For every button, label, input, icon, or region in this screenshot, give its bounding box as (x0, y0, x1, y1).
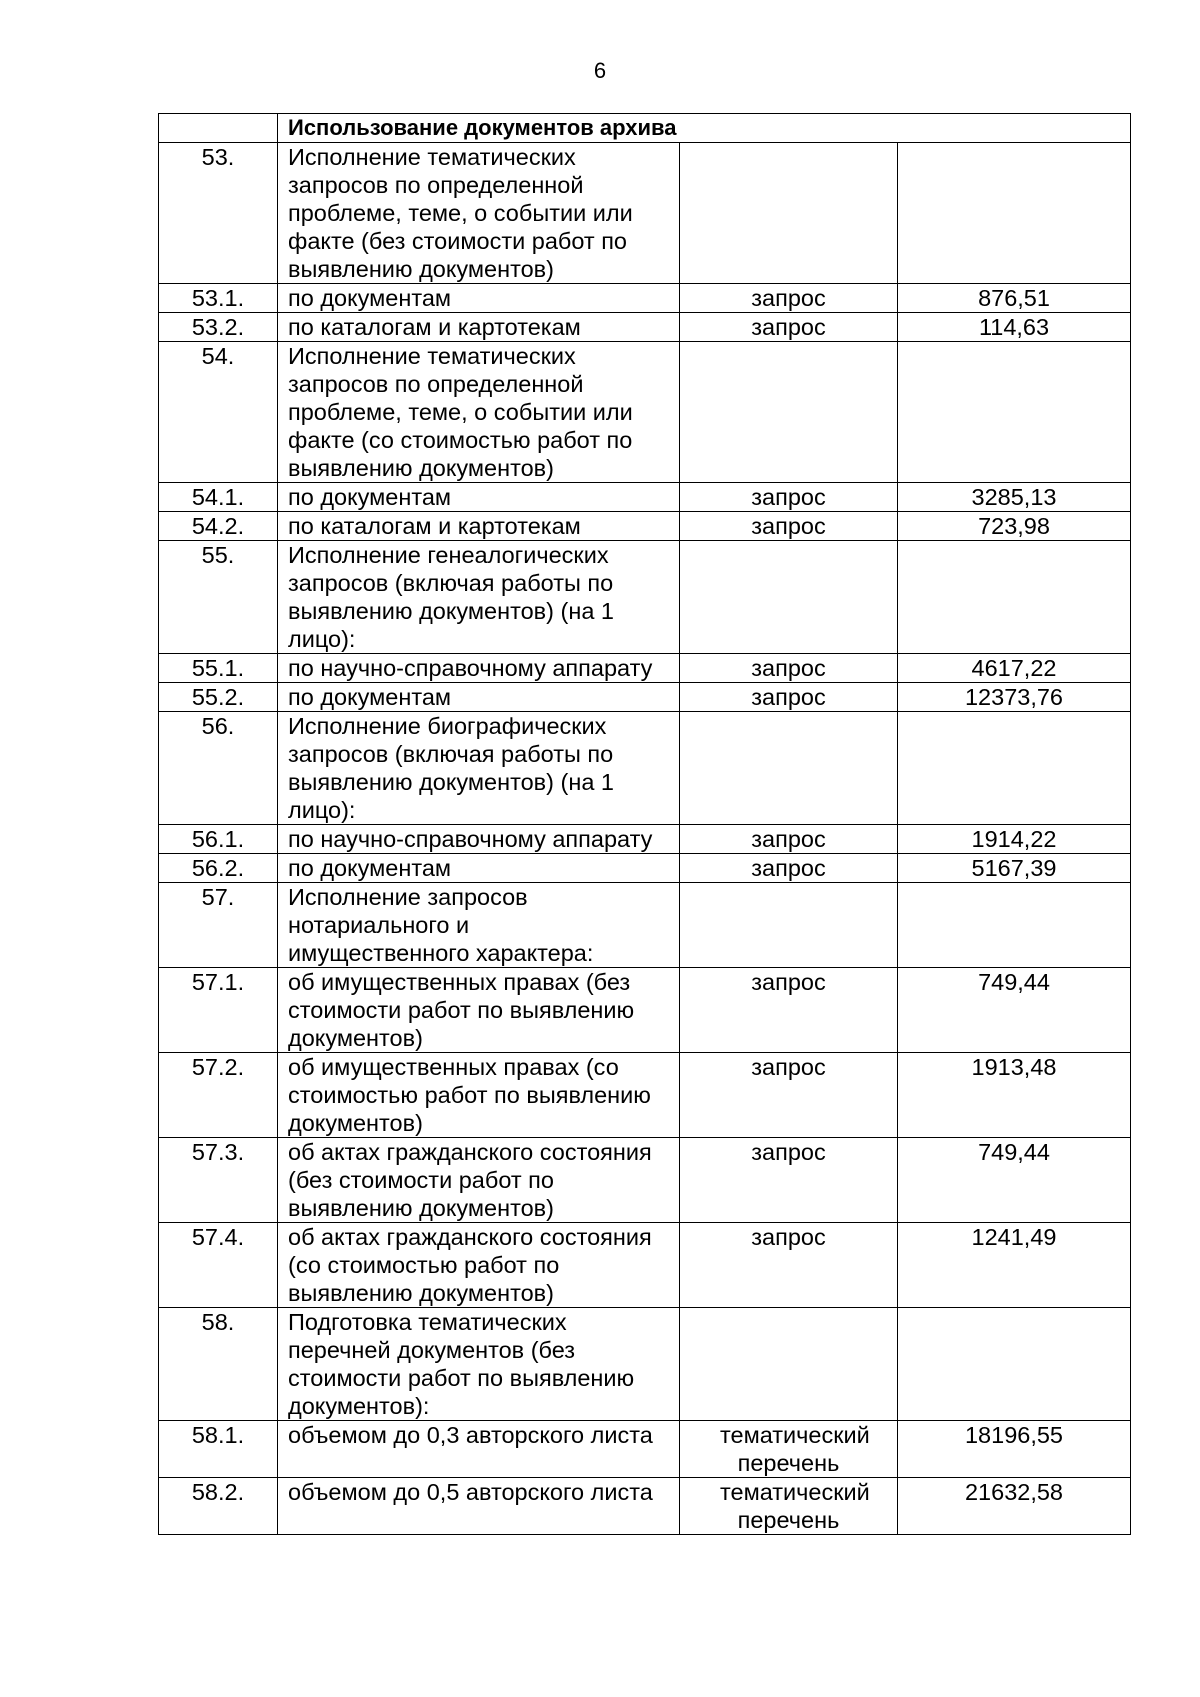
row-number: 53.2. (159, 313, 278, 342)
row-unit: запрос (680, 284, 898, 313)
row-unit (680, 883, 898, 968)
row-unit: запрос (680, 854, 898, 883)
table-row (159, 883, 1131, 968)
table-row (159, 1421, 1131, 1478)
row-unit: тематический перечень (680, 1478, 898, 1535)
section-header-row (159, 114, 1131, 143)
row-name: по документам (278, 683, 680, 712)
table-row (159, 825, 1131, 854)
row-price: 114,63 (898, 313, 1131, 342)
table-row (159, 1308, 1131, 1421)
row-unit: запрос (680, 683, 898, 712)
row-number: 57. (159, 883, 278, 968)
row-unit: запрос (680, 1223, 898, 1308)
row-name: Исполнение тематических запросов по определенной проблеме, теме, о событии или факте (со стоимостью работ по выявлению документов) (278, 342, 680, 483)
row-number: 56. (159, 712, 278, 825)
table-row (159, 342, 1131, 483)
row-price (898, 883, 1131, 968)
table-row (159, 483, 1131, 512)
row-name: по каталогам и картотекам (278, 313, 680, 342)
row-number: 56.2. (159, 854, 278, 883)
row-unit: запрос (680, 968, 898, 1053)
table-row (159, 1223, 1131, 1308)
row-price: 723,98 (898, 512, 1131, 541)
table-row (159, 654, 1131, 683)
row-name: по документам (278, 284, 680, 313)
row-unit: запрос (680, 825, 898, 854)
table-row (159, 1053, 1131, 1138)
table-row (159, 284, 1131, 313)
table-row (159, 512, 1131, 541)
row-number: 58.2. (159, 1478, 278, 1535)
row-unit: запрос (680, 1138, 898, 1223)
row-number: 53.1. (159, 284, 278, 313)
table-row (159, 143, 1131, 284)
row-number: 54.1. (159, 483, 278, 512)
row-name: об имущественных правах (без стоимости работ по выявлению документов) (278, 968, 680, 1053)
row-price: 1913,48 (898, 1053, 1131, 1138)
row-price (898, 143, 1131, 284)
row-name: по научно-справочному аппарату (278, 825, 680, 854)
row-unit: запрос (680, 313, 898, 342)
row-number: 53. (159, 143, 278, 284)
row-price: 5167,39 (898, 854, 1131, 883)
row-name: Исполнение биографических запросов (включая работы по выявлению документов) (на 1 лицо): (278, 712, 680, 825)
row-name: объемом до 0,3 авторского листа (278, 1421, 680, 1478)
row-price: 1241,49 (898, 1223, 1131, 1308)
row-number: 58. (159, 1308, 278, 1421)
row-price (898, 712, 1131, 825)
row-unit: запрос (680, 1053, 898, 1138)
row-number: 54.2. (159, 512, 278, 541)
price-table (158, 113, 1131, 1535)
row-price: 18196,55 (898, 1421, 1131, 1478)
row-number: 55. (159, 541, 278, 654)
row-name: по документам (278, 483, 680, 512)
row-unit: запрос (680, 654, 898, 683)
table-row (159, 968, 1131, 1053)
table-row (159, 313, 1131, 342)
row-price (898, 1308, 1131, 1421)
row-unit (680, 143, 898, 284)
row-number: 57.4. (159, 1223, 278, 1308)
row-name: Исполнение тематических запросов по определенной проблеме, теме, о событии или факте (без стоимости работ по выявлению документов) (278, 143, 680, 284)
row-unit (680, 712, 898, 825)
row-price (898, 541, 1131, 654)
section-title: Использование документов архива (278, 114, 1131, 143)
row-name: Подготовка тематических перечней документов (без стоимости работ по выявлению документов): (278, 1308, 680, 1421)
row-name: об имущественных правах (со стоимостью работ по выявлению документов) (278, 1053, 680, 1138)
row-price: 12373,76 (898, 683, 1131, 712)
row-price: 749,44 (898, 1138, 1131, 1223)
row-name: об актах гражданского состояния (со стоимостью работ по выявлению документов) (278, 1223, 680, 1308)
row-name: по документам (278, 854, 680, 883)
row-price: 749,44 (898, 968, 1131, 1053)
row-number: 54. (159, 342, 278, 483)
row-unit: запрос (680, 483, 898, 512)
row-unit: запрос (680, 512, 898, 541)
table-row (159, 683, 1131, 712)
row-price: 3285,13 (898, 483, 1131, 512)
row-unit (680, 342, 898, 483)
row-price: 4617,22 (898, 654, 1131, 683)
row-unit: тематический перечень (680, 1421, 898, 1478)
row-number: 55.1. (159, 654, 278, 683)
table-row (159, 1138, 1131, 1223)
row-number: 57.2. (159, 1053, 278, 1138)
row-number: 56.1. (159, 825, 278, 854)
table-row (159, 1478, 1131, 1535)
row-name: по каталогам и картотекам (278, 512, 680, 541)
section-number-cell (159, 114, 278, 143)
row-price: 876,51 (898, 284, 1131, 313)
row-name: Исполнение запросов нотариального и имущественного характера: (278, 883, 680, 968)
row-number: 55.2. (159, 683, 278, 712)
row-number: 58.1. (159, 1421, 278, 1478)
row-price: 21632,58 (898, 1478, 1131, 1535)
row-name: об актах гражданского состояния (без стоимости работ по выявлению документов) (278, 1138, 680, 1223)
row-name: Исполнение генеалогических запросов (включая работы по выявлению документов) (на 1 лицо): (278, 541, 680, 654)
page-number: 6 (593, 58, 607, 83)
row-name: объемом до 0,5 авторского листа (278, 1478, 680, 1535)
row-price (898, 342, 1131, 483)
table-row (159, 854, 1131, 883)
row-name: по научно-справочному аппарату (278, 654, 680, 683)
table-row (159, 541, 1131, 654)
table-row (159, 712, 1131, 825)
row-number: 57.1. (159, 968, 278, 1053)
row-price: 1914,22 (898, 825, 1131, 854)
row-unit (680, 541, 898, 654)
row-number: 57.3. (159, 1138, 278, 1223)
row-unit (680, 1308, 898, 1421)
